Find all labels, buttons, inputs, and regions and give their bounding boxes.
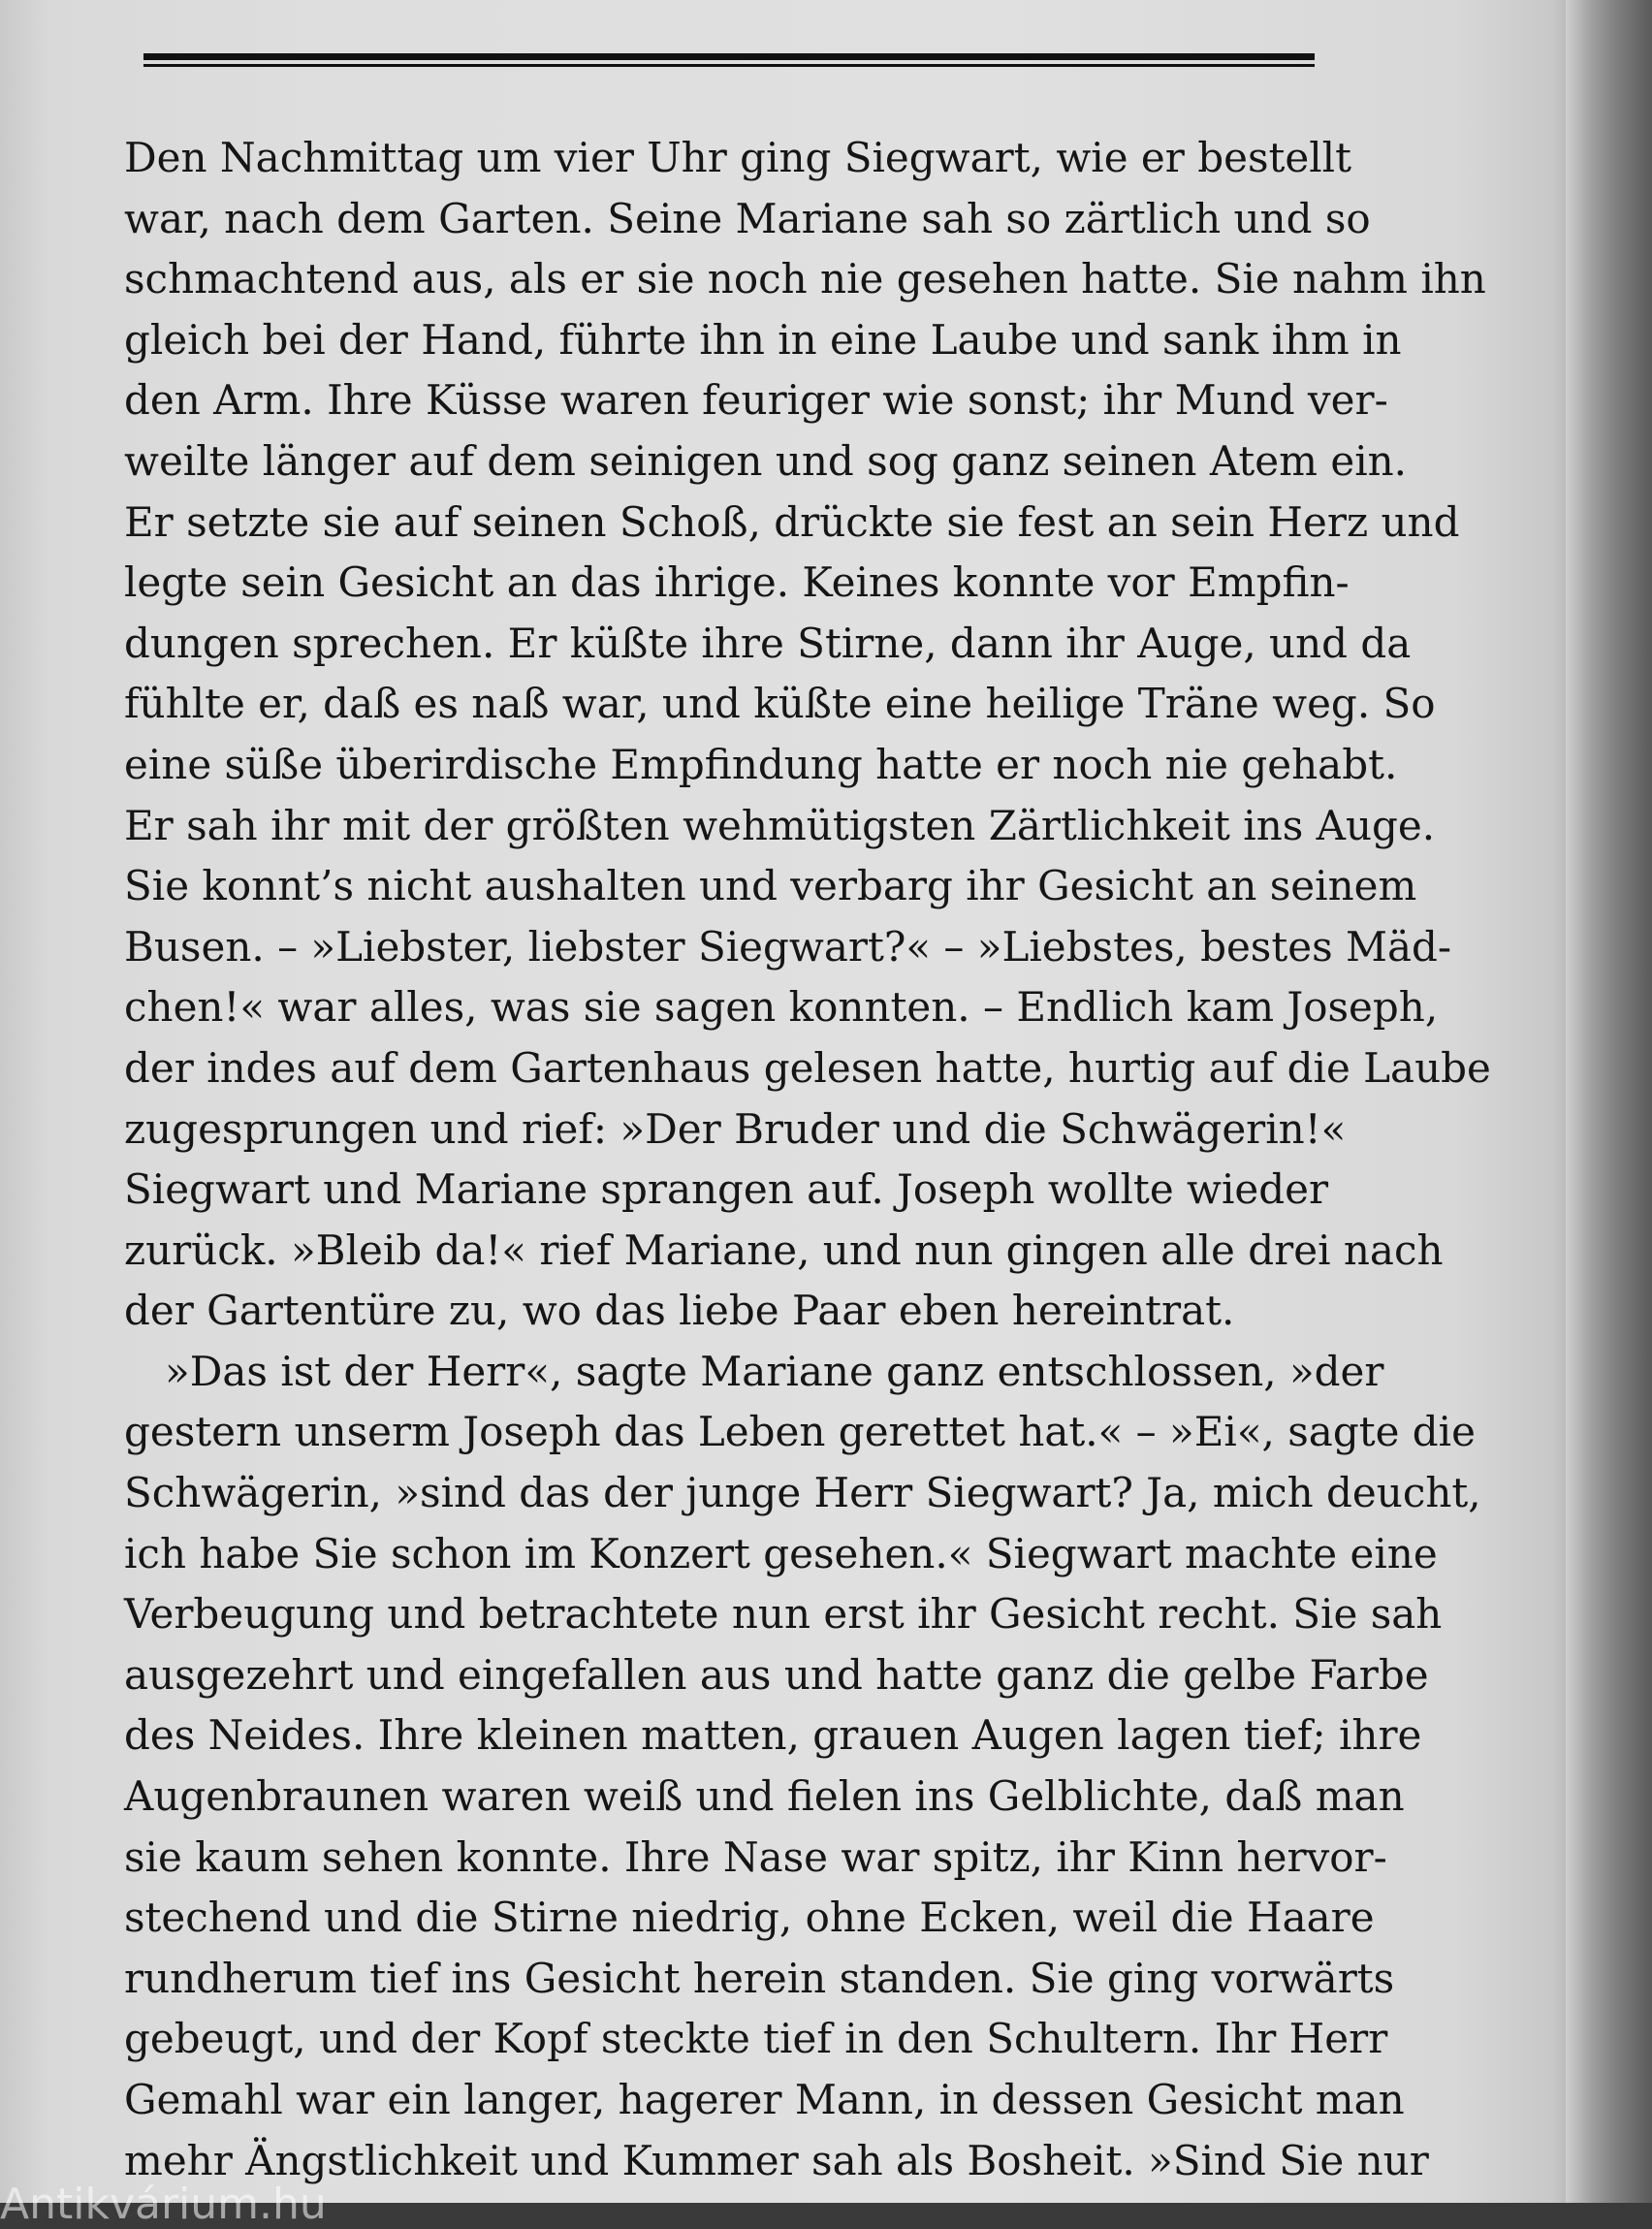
header-rule-thin <box>143 64 1315 67</box>
text-line: stechend und die Stirne niedrig, ohne Ecken, weil die Haare <box>124 1894 1375 1942</box>
text-line: sie kaum sehen konnte. Ihre Nase war spitz, ihr Kinn hervor- <box>124 1832 1387 1881</box>
header-rule-thick <box>143 53 1315 60</box>
text-line: dungen sprechen. Er küßte ihre Stirne, dann ihr Auge, und da <box>124 619 1412 667</box>
text-line: Verbeugung und betrachtete nun erst ihr Gesicht recht. Sie sah <box>124 1590 1443 1639</box>
text-line: eine süße überirdische Empfindung hatte er noch nie gehabt. <box>124 740 1398 788</box>
text-line: Sie konnt’s nicht aushalten und verbarg ihr Gesicht an seinem <box>124 862 1417 910</box>
text-line: weilte länger auf dem seinigen und sog ganz seinen Atem ein. <box>124 436 1408 485</box>
body-text <box>124 128 1491 2191</box>
watermark-text: Antikvárium.hu <box>0 2180 327 2229</box>
text-line: ausgezehrt und eingefallen aus und hatte ganz die gelbe Farbe <box>124 1650 1429 1699</box>
text-line: Siegwart und Mariane sprangen auf. Joseph wollte wieder <box>124 1165 1329 1214</box>
text-line: gestern unserm Joseph das Leben gerettet hat.« – »Ei«, sagte die <box>124 1408 1476 1456</box>
text-line: Busen. – »Liebster, liebster Siegwart?« – »Liebstes, bestes Mäd- <box>124 922 1452 971</box>
text-line: der indes auf dem Gartenhaus gelesen hatte, hurtig auf die Laube <box>124 1043 1491 1092</box>
text-line: gebeugt, und der Kopf steckte tief in den Schultern. Ihr Herr <box>124 2015 1388 2063</box>
text-line: den Arm. Ihre Küsse waren feuriger wie sonst; ihr Mund ver- <box>124 376 1388 425</box>
text-line: rundherum tief ins Gesicht herein standen. Sie ging vorwärts <box>124 1954 1395 2002</box>
text-line: war, nach dem Garten. Seine Mariane sah so zärtlich und so <box>124 194 1371 242</box>
text-line: Gemahl war ein langer, hagerer Mann, in dessen Gesicht man <box>124 2076 1405 2123</box>
book-spine-shadow <box>1566 0 1652 2203</box>
text-line: legte sein Gesicht an das ihrige. Keines konnte vor Empfin- <box>124 558 1350 607</box>
text-line: chen!« war alles, was sie sagen konnten. – Endlich kam Joseph, <box>124 983 1439 1032</box>
text-line: Den Nachmittag um vier Uhr ging Siegwart, wie er bestellt <box>124 134 1351 181</box>
text-line: Augenbraunen waren weiß und fielen ins Gelblichte, daß man <box>124 1772 1405 1821</box>
text-line: zugesprungen und rief: »Der Bruder und die Schwägerin!« <box>124 1104 1347 1153</box>
text-line: schmachtend aus, als er sie noch nie gesehen hatte. Sie nahm ihn <box>124 255 1486 303</box>
text-line: gleich bei der Hand, führte ihn in eine Laube und sank ihm in <box>124 315 1402 364</box>
text-line: ich habe Sie schon im Konzert gesehen.« Siegwart machte eine <box>124 1529 1438 1577</box>
text-line: fühlte er, daß es naß war, und küßte eine heilige Träne weg. So <box>124 680 1436 728</box>
text-line-paragraph-start: »Das ist der Herr«, sagte Mariane ganz entschlossen, »der <box>165 1347 1384 1395</box>
text-line: des Neides. Ihre kleinen matten, grauen Augen lagen tief; ihre <box>124 1711 1422 1760</box>
text-line: Er sah ihr mit der größten wehmütigsten Zärtlichkeit ins Auge. <box>124 801 1436 849</box>
text-line: zurück. »Bleib da!« rief Mariane, und nun gingen alle drei nach <box>124 1226 1444 1274</box>
text-line: Er setzte sie auf seinen Schoß, drückte sie fest an sein Herz und <box>124 497 1460 546</box>
text-line: Schwägerin, »sind das der junge Herr Siegwart? Ja, mich deucht, <box>124 1469 1481 1517</box>
text-line-paragraph-end: der Gartentüre zu, wo das liebe Paar eben hereintrat. <box>124 1287 1235 1335</box>
text-line: mehr Ängstlichkeit und Kummer sah als Bosheit. »Sind Sie nur <box>124 2136 1429 2184</box>
